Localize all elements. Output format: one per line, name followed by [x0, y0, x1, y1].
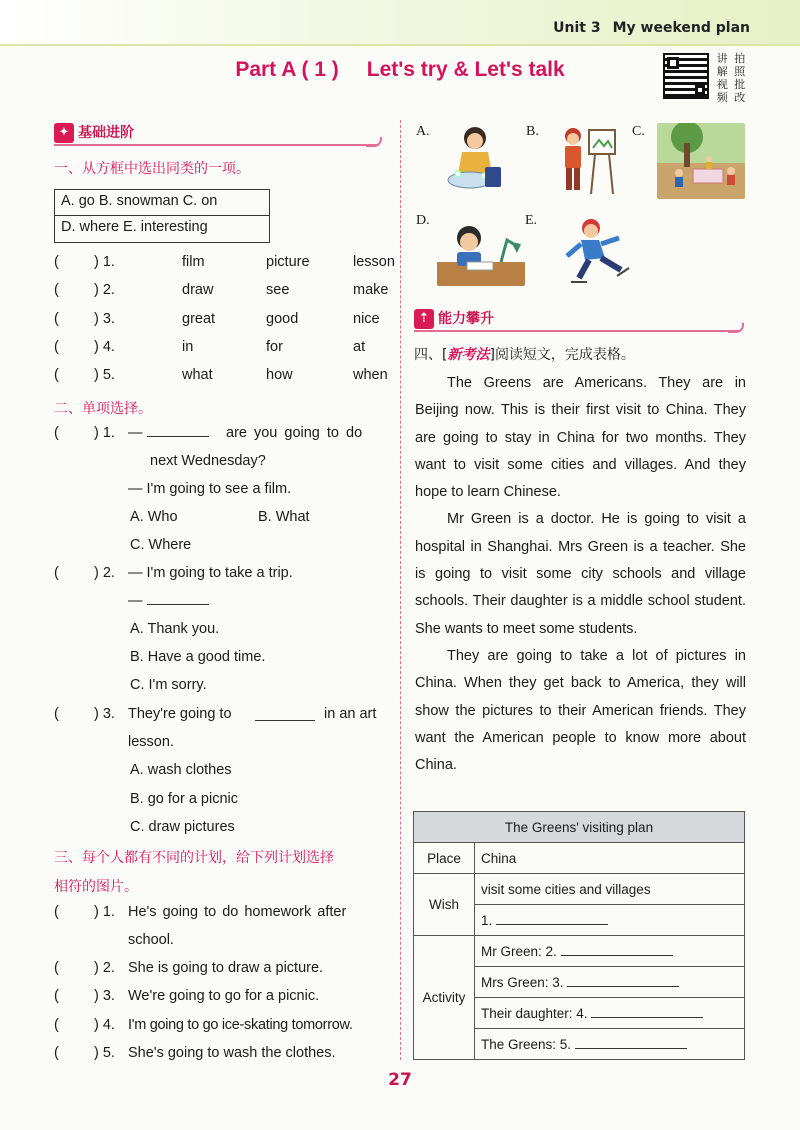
plan-text: We're going to go for a picnic. — [128, 988, 320, 1004]
item-number: 3. — [102, 706, 115, 722]
plan-text: She's going to wash the clothes. — [128, 1045, 336, 1061]
visiting-plan-table — [413, 811, 745, 1060]
qr-char: 频 — [716, 91, 728, 104]
word-b: see — [266, 282, 290, 298]
wish-2-label: 1. — [481, 912, 493, 928]
word-c: when — [353, 367, 388, 383]
answer-blank[interactable] — [561, 955, 673, 956]
answer-blank[interactable] — [567, 986, 679, 987]
qr-char: 讲 — [716, 52, 728, 65]
option-b[interactable]: B. go for a picnic — [130, 791, 238, 807]
item-number: 4. — [102, 339, 115, 355]
paragraph-2: Mr Green is a doctor. He is going to visit a hospital in Shanghai. Mrs Green is a teacher. She is going to visit some city schools and village schools. Their daughter is a middle school student. She wants to meet some students. — [415, 511, 746, 637]
section-basic-header — [54, 122, 378, 146]
stem-text: They're going to — [128, 706, 232, 722]
activity-4-label: The Greens: 5. — [481, 1036, 572, 1052]
qr-char: 批 — [734, 78, 746, 91]
qr-char: 拍 — [734, 52, 746, 65]
word-a: in — [182, 339, 194, 355]
q3-row: ( ) 4. I'm going to go ice-skating tomorrow. — [54, 1017, 353, 1033]
picture-label-c: C. — [632, 124, 645, 139]
climbing-icon: ⇡ — [414, 309, 434, 329]
answer-blank[interactable] — [575, 1048, 687, 1049]
activity-3-label: Their daughter: 4. — [481, 1005, 588, 1021]
plan-continuation: school. — [128, 932, 174, 948]
option-a[interactable]: A. Who — [130, 509, 178, 525]
place-label: Place — [414, 843, 475, 874]
answer-line: — I'm going to see a film. — [128, 481, 292, 497]
word-b: how — [266, 367, 293, 383]
option-c[interactable]: C. Where — [130, 537, 192, 553]
q2-item-1: ( ) 1. — are you going to do — [54, 425, 363, 441]
stem-continuation: lesson. — [128, 734, 174, 750]
q1-row: ( ) 1. film picture lesson — [54, 254, 395, 270]
activity-1-label: Mr Green: 2. — [481, 943, 557, 959]
lesson-subtitle: Let's try & Let's talk — [366, 58, 565, 81]
activity-2-label: Mrs Green: 3. — [481, 974, 564, 990]
running-figure-icon: ✦ — [54, 123, 74, 143]
answer-blank[interactable] — [255, 720, 315, 721]
section-advanced-title: 能力攀升 — [438, 311, 494, 327]
q1-row: ( ) 5. what how when — [54, 367, 388, 383]
item-number: 3. — [102, 988, 115, 1004]
answer-blank[interactable] — [147, 436, 209, 437]
word-a: great — [182, 311, 216, 327]
reading-passage — [415, 370, 746, 779]
unit-title: My weekend plan — [612, 20, 750, 36]
q4-heading: 四、[新考法]阅读短文，完成表格。 — [414, 347, 635, 363]
option-c[interactable]: C. I'm sorry. — [130, 677, 207, 693]
q3-row: ( ) 1. He's going to do homework after — [54, 904, 347, 920]
option-b[interactable]: B. Have a good time. — [130, 649, 266, 665]
word-b: for — [266, 339, 283, 355]
table-title: The Greens' visiting plan — [414, 812, 745, 843]
item-number: 5. — [102, 1045, 115, 1061]
word-b: good — [266, 311, 299, 327]
word-box — [54, 189, 270, 243]
page-number: 27 — [388, 1070, 412, 1090]
item-number: 1. — [102, 904, 115, 920]
picture-label-e: E. — [525, 213, 538, 228]
activity-3-cell[interactable] — [475, 998, 745, 1029]
dash: — — [128, 425, 143, 441]
unit-number: Unit 3 — [553, 20, 601, 36]
q2-heading: 二、单项选择。 — [54, 401, 152, 417]
item-number: 3. — [102, 311, 115, 327]
picture-label-b: B. — [526, 124, 539, 139]
word-c: nice — [353, 311, 380, 327]
girl-painting-picture — [555, 122, 621, 196]
word-c: make — [353, 282, 389, 298]
word-c: lesson — [353, 254, 395, 270]
word-a: film — [182, 254, 205, 270]
q3-row: ( ) 3. We're going to go for a picnic. — [54, 988, 320, 1004]
plan-text: I'm going to go ice-skating tomorrow. — [128, 1017, 353, 1033]
q3-heading-1: 三、每个人都有不同的计划，给下列计划选择 — [54, 850, 334, 866]
wish-2-cell[interactable] — [475, 905, 745, 936]
stem-text: — I'm going to take a trip. — [128, 565, 293, 581]
q1-heading: 一、从方框中选出同类的一项。 — [54, 161, 250, 177]
stem-continuation: next Wednesday? — [150, 453, 266, 469]
picture-label-a: A. — [416, 124, 430, 139]
stem-text: are you going to do — [226, 425, 363, 441]
qr-char: 照 — [734, 65, 746, 78]
girl-washing-clothes-picture — [440, 122, 510, 194]
word-a: draw — [182, 282, 214, 298]
activity-1-cell[interactable] — [475, 936, 745, 967]
plan-text: He's going to do homework after — [128, 904, 347, 920]
header-rule — [0, 44, 800, 46]
place-value: China — [475, 843, 745, 874]
qr-char: 视 — [716, 78, 728, 91]
q2-item-2: ( ) 2. — I'm going to take a trip. — [54, 565, 293, 581]
new-method-tag: 新考法 — [447, 347, 490, 363]
word-box-line-2: D. where E. interesting — [61, 219, 208, 235]
paragraph-3: They are going to take a lot of pictures in China. When they get back to America, they will show the pictures to their American friends. They want the American people to know more about China. — [415, 647, 746, 774]
boy-doing-homework-picture — [437, 222, 525, 286]
q3-heading-2: 相符的图片。 — [54, 879, 138, 895]
part-label: Part A ( 1 ) — [235, 58, 339, 81]
paragraph-1: The Greens are Americans. They are in Beijing now. This is their first visit to China. They are going to stay in China for two months. They want to visit some cities and villages. And they hope to learn Chinese. — [415, 375, 746, 501]
wish-label: Wish — [414, 874, 475, 936]
reply-line — [128, 593, 209, 609]
item-number: 2. — [102, 282, 115, 298]
answer-blank[interactable] — [591, 1017, 703, 1018]
q2-item-3: ( ) 3. They're going to in an art — [54, 706, 377, 722]
q3-row: ( ) 2. She is going to draw a picture. — [54, 960, 324, 976]
answer-blank[interactable] — [496, 924, 608, 925]
option-c[interactable]: C. draw pictures — [130, 819, 235, 835]
word-b: picture — [266, 254, 310, 270]
word-box-line-1: A. go B. snowman C. on — [61, 193, 218, 209]
qr-char: 解 — [716, 65, 728, 78]
stem-text: in an art — [324, 706, 377, 722]
section-basic-title: 基础进阶 — [78, 125, 134, 141]
activity-4-cell[interactable] — [475, 1029, 745, 1060]
item-number: 1. — [102, 254, 115, 270]
activity-label: Activity — [414, 936, 475, 1060]
plan-text: She is going to draw a picture. — [128, 960, 324, 976]
unit-label — [553, 20, 750, 36]
qr-caption — [714, 53, 748, 104]
child-ice-skating-picture — [561, 216, 633, 288]
column-divider — [400, 120, 401, 1060]
word-c: at — [353, 339, 366, 355]
q1-row: ( ) 3. great good nice — [54, 311, 380, 327]
item-number: 5. — [102, 367, 115, 383]
dash: — — [128, 593, 143, 609]
item-number: 2. — [102, 565, 115, 581]
option-a[interactable]: A. wash clothes — [130, 762, 232, 778]
wish-1: visit some cities and villages — [475, 874, 745, 905]
q1-row: ( ) 2. draw see make — [54, 282, 389, 298]
q3-row: ( ) 5. She's going to wash the clothes. — [54, 1045, 336, 1061]
item-number: 2. — [102, 960, 115, 976]
qr-code-icon[interactable] — [663, 53, 709, 99]
item-number: 4. — [102, 1017, 115, 1033]
q4-instruction: 阅读短文，完成表格。 — [494, 347, 635, 363]
answer-blank[interactable] — [147, 604, 209, 605]
word-a: what — [182, 367, 213, 383]
option-b[interactable]: B. What — [258, 509, 310, 525]
item-number: 1. — [102, 425, 115, 441]
section-advanced-header — [414, 308, 740, 332]
family-picnic-picture — [657, 123, 745, 199]
option-a[interactable]: A. Thank you. — [130, 621, 220, 637]
q4-number: 四、 — [414, 347, 442, 363]
qr-char: 改 — [734, 91, 746, 104]
q1-row: ( ) 4. in for at — [54, 339, 366, 355]
picture-label-d: D. — [416, 213, 430, 228]
activity-2-cell[interactable] — [475, 967, 745, 998]
